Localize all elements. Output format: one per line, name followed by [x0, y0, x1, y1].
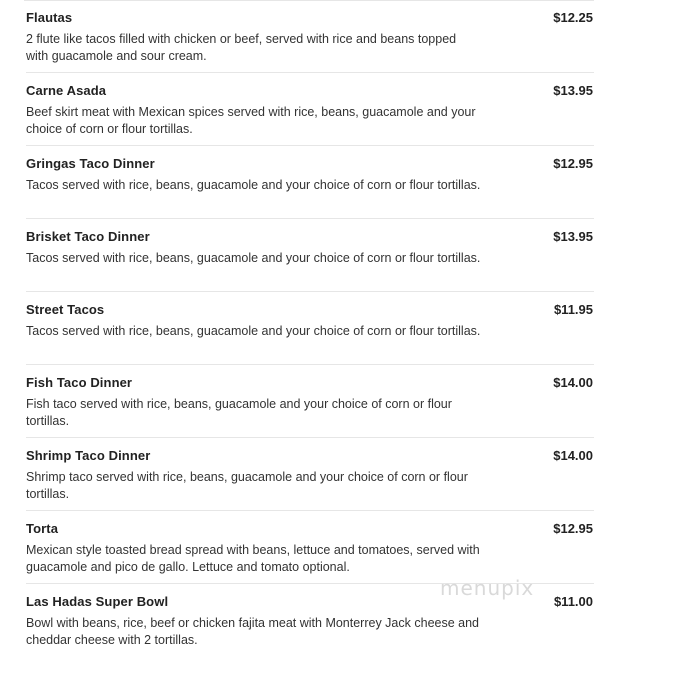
menu-item-price: $13.95: [553, 83, 593, 98]
menu-item-price: $12.95: [553, 156, 593, 171]
menu-item-price: $12.25: [553, 10, 593, 25]
menu-item: [26, 219, 594, 292]
menu-item-name: Flautas: [26, 10, 73, 25]
menu-item-description: Tacos served with rice, beans, guacamole and your choice of corn or flour tortillas.: [26, 178, 481, 192]
menu-item-description: Beef skirt meat with Mexican spices served with rice, beans, guacamole and your choice of corn or flour tortillas.: [26, 105, 476, 136]
menu-item-description: Tacos served with rice, beans, guacamole and your choice of corn or flour tortillas.: [26, 324, 481, 338]
menu-item-description: Mexican style toasted bread spread with beans, lettuce and tomatoes, served with guacamole and pico de gallo. Lettuce and tomato optional.: [26, 543, 480, 574]
menu-item: [26, 511, 594, 584]
menu-item-description: Fish taco served with rice, beans, guacamole and your choice of corn or flour tortillas.: [26, 397, 452, 428]
menu-item-description: Tacos served with rice, beans, guacamole and your choice of corn or flour tortillas.: [26, 251, 481, 265]
menu-item-price: $14.00: [553, 375, 593, 390]
menu-item: [26, 292, 594, 365]
menu-item-price: $14.00: [553, 448, 593, 463]
menu-item: [26, 365, 594, 438]
menu-item: [26, 0, 594, 73]
menu-item: [26, 146, 594, 219]
menu-item-description: Bowl with beans, rice, beef or chicken fajita meat with Monterrey Jack cheese and cheddar cheese with 2 tortillas.: [26, 616, 479, 647]
menu-item-price: $13.95: [553, 229, 593, 244]
menu-item-name: Brisket Taco Dinner: [26, 229, 150, 244]
menu-item-name: Gringas Taco Dinner: [26, 156, 155, 171]
menu-item-name: Carne Asada: [26, 83, 107, 98]
menu-item-description: Shrimp taco served with rice, beans, guacamole and your choice of corn or flour tortillas.: [26, 470, 468, 501]
menu-list: [26, 0, 594, 657]
menu-item-name: Las Hadas Super Bowl: [26, 594, 169, 609]
menu-item-name: Torta: [26, 521, 59, 536]
menu-item-name: Fish Taco Dinner: [26, 375, 133, 390]
menu-item: [26, 438, 594, 511]
menu-item-name: Shrimp Taco Dinner: [26, 448, 151, 463]
menu-item: [26, 73, 594, 146]
menu-item-description: 2 flute like tacos filled with chicken or beef, served with rice and beans topped with guacamole and sour cream.: [26, 32, 457, 63]
menu-item-name: Street Tacos: [26, 302, 105, 317]
menu-item-price: $11.95: [553, 302, 593, 317]
menu-item-price: $12.95: [553, 521, 593, 536]
menu-item-price: $11.00: [553, 594, 593, 609]
menupix-watermark: menupix: [440, 576, 535, 600]
